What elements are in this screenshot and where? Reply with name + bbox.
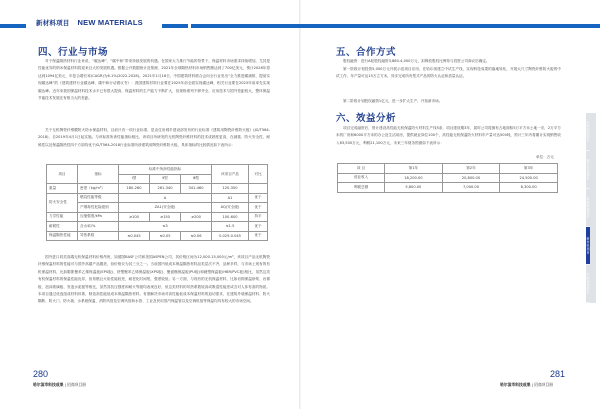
cell-t2: ≥150 <box>150 212 181 222</box>
header-bar-left <box>0 24 26 28</box>
page-number-left: 280 <box>33 369 49 379</box>
cell-item: 保温隔热性能 <box>47 231 78 241</box>
cell-year2: 20,800.00 <box>442 173 500 183</box>
cell-metric: 压缩强度/kPa <box>78 212 119 222</box>
chapter-tabs <box>586 113 596 303</box>
cell-metric: 密度（kg/m³） <box>78 184 119 194</box>
cell-compare: 优于 <box>249 222 268 232</box>
cell-t2: 261-340 <box>150 184 181 194</box>
cell-year1: 18,200.00 <box>385 173 443 183</box>
cell-product: AQ(安全级) <box>212 203 249 213</box>
cell-t2: ≤0.05 <box>150 231 181 241</box>
table-row <box>47 212 268 222</box>
cell-product: ≤1.5 <box>212 222 249 232</box>
cell-t3: ≥200 <box>181 212 212 222</box>
cell-label: 利税总额 <box>338 183 385 193</box>
page-gutter <box>299 0 301 409</box>
cell-metric: 燃烧性能等级 <box>78 193 119 203</box>
cell-compare <box>249 184 268 194</box>
table-header-row <box>338 164 558 174</box>
section-title-benefit: 六、效益分析 <box>336 113 397 124</box>
chapter-tab-equipment[interactable]: 高端装备项目 <box>586 189 590 227</box>
paragraph-market: 国外进口同类高端无机保温材料价格昂贵，如德国BASF公司和美国ASPEN公司，其价格区间为12,000-15,000元/m³，该项目产品无机陶瓷纤维保温材料的性能可与国外高端产品媲美，但价格仅为其三分之一。当前国内低成本保温隔热材料品类层次不齐，品种多样，与市场上现有的有机保温材料，比如膨胀聚苯乙烯保温板(EPS板)、挤塑聚苯乙烯保温板(XPS板)、聚氨酯保温板(PU板)和硬塑保温板(HBR/PVC板)相比，虽然这类有机保温材料的保温性能优异，但易燃且火焰性能较差，耐老化时间短，强度较低；另一方面，与现有的无机保温材料，比如岩棉保温砂浆、岩棉板、泡沫玻璃板、发泡水泥板等相比，虽然其抗压强度和耐火等级均表现良好，但这类材料的导热系数较高或吸湿性能差或含对人体有害的物质。本项目通过优选组成材料体系，制造高性能低成本保温隔热材料，有望解决市场对高性能低成本保温材料的迫切需求，在建筑外墙保温材料、防火隔断、防火门、防火墙、水系统保温、消防风管及空调风管和水管、工业及民用蒸汽保温管以及空调机组等保温均具有较大的市场空间。 <box>38 255 270 304</box>
th-type3: Ⅲ型 <box>181 174 212 184</box>
spec-comparison-table <box>46 164 268 241</box>
cell-item: 力学性能 <box>47 212 78 222</box>
th-item: 项 目 <box>338 164 385 174</box>
cell-year1: 5,800.00 <box>385 183 443 193</box>
header-bar-right <box>191 24 600 28</box>
chapter-tab-agriculture[interactable]: 现代农业项目 <box>586 151 590 189</box>
cell-compare: 优于 <box>249 193 268 203</box>
footer-sub: 招商项目册 <box>67 382 87 387</box>
table-row <box>47 203 268 213</box>
cell-t3: 341-460 <box>181 184 212 194</box>
cell-year3: 24,500.00 <box>500 173 558 183</box>
cell-t1: ≤0.045 <box>119 231 150 241</box>
footer-org: 哈尔滨市科技成果 <box>500 382 531 387</box>
cell-metric: 含水率/% <box>78 222 119 232</box>
th-year1: 第1年 <box>385 164 443 174</box>
cell-label: 营业收入 <box>338 173 385 183</box>
cell-metric: 导热系数 <box>78 231 119 241</box>
paragraph-coop-2: 第一阶段计划投资5,000万元开展示范项目应用，在哈尔滨建立中试生产线，实现科技成果的落地转化，开展大尺寸陶瓷纤维防火板的中试工作，年产量可达15万立方米，同步完成所有型式产品的防火认证和质量认证。 <box>336 67 561 79</box>
header-title-cn: 新材料项目 <box>36 19 70 27</box>
table-row <box>338 173 558 183</box>
table-row <box>338 183 558 193</box>
th-type1: Ⅰ型 <box>119 174 150 184</box>
table-row <box>47 222 268 232</box>
cell-item: 防火安全性 <box>47 193 78 212</box>
cell-item: 重量 <box>47 184 78 194</box>
header-title <box>36 18 143 27</box>
table-header-row <box>47 165 268 175</box>
cell-product: A1 <box>212 193 249 203</box>
cell-standard: ≤3 <box>119 222 212 232</box>
finance-table <box>337 163 558 193</box>
cell-t1: 180-260 <box>119 184 150 194</box>
th-type2: Ⅱ型 <box>150 174 181 184</box>
cell-compare: 优于 <box>249 231 268 241</box>
paragraph-coop-3: 第二阶段计划股权融资1亿元，进一步扩大生产，开拓新市场。 <box>343 99 443 103</box>
chapter-tab-biomedicine[interactable]: 生物医药项目 <box>586 113 590 151</box>
section-title-cooperation: 五、合作方式 <box>336 47 397 58</box>
paragraph-industry-1: 对于保温隔热材料行业来说，“碳达峰”、“碳中和”带来持续发展的机遇。在国家大力推行节能的背景下，保温材料市场需求持续增加，尤其是性能优异的纳米保温材料将迎来巨大的发展机遇。根据公开数据统计及预测，2021年全球隔热材料市场销售额达到了700亿美元，预计2028年将达到1094亿美元，年复合增长率(CAGR)为6.1%(2022-2028)。2021年1月16日，中国建筑材料联合会向全行业发出“全力推进碳减排，提前实现碳达峰”的《建筑建材行业碳达峰、碳中和行动倡议书》：我国建筑材料行业要在2025年前全面实现碳达峰，相关行业要在2023年前率先实现碳达峰。近年来我国保温材料技术水平已有很大提高，保温材料的生产能力不断扩大，但规格系列不够齐全，应用技术与国外差距较大，整体保温节能技术发展还有相当大的差距。 <box>38 59 270 101</box>
cell-product: 0.029-0.045 <box>212 231 249 241</box>
cell-item: 耐候性 <box>47 222 78 232</box>
cell-product: 120-350 <box>212 184 249 194</box>
header-bar-mid <box>162 24 188 28</box>
th-compare: 对比 <box>249 165 268 184</box>
table-row <box>47 193 268 203</box>
table-row <box>47 184 268 194</box>
cell-compare: 优于 <box>249 203 268 213</box>
cell-year2: 7,000.00 <box>442 183 500 193</box>
unit-label: 单位：万元 <box>536 155 554 159</box>
footer-right: 哈尔滨市科技成果 | 招商项目册 <box>500 382 554 387</box>
cell-compare: 持平 <box>249 212 268 222</box>
page-number-right: 281 <box>550 369 566 379</box>
th-product: 该项目产品 <box>212 165 249 184</box>
cell-t3: ≤0.06 <box>181 231 212 241</box>
th-year3: 第3年 <box>500 164 558 174</box>
section-title-industry: 四、行业与市场 <box>38 47 109 58</box>
header-title-en: NEW MATERIALS <box>77 18 143 27</box>
footer-org: 哈尔滨市科技成果 <box>33 382 64 387</box>
cell-t1: ≥100 <box>119 212 150 222</box>
footer-left: 哈尔滨市科技成果 | 招商项目册 <box>33 382 87 387</box>
cell-product: 100-600 <box>212 212 249 222</box>
table-row <box>47 231 268 241</box>
cell-standard: ZA1(安全级) <box>119 203 212 213</box>
cell-standard: A <box>119 193 212 203</box>
footer-sub: 招商项目册 <box>534 382 554 387</box>
chapter-tab-environment[interactable]: 节能环保项目 <box>586 265 590 303</box>
th-metric: 指标 <box>78 165 119 184</box>
th-item: 项目 <box>47 165 78 184</box>
paragraph-industry-2: 关于无机陶瓷纤维膜防火防水保温材料，目前只有一项行业标准，是由住房城乡建设部发布的行业标准《建筑用陶瓷纤维防火板》(JG/T564-2018)，自2019年4月1日起实施。与该标准所涉性能指标相比，该项目所研发的无机陶瓷纤维材料的技术成熟度更高，在减重、防火安全性、耐候性以及保温隔热性四个方面均优于JG/T564-2018行业标准所涉建筑用陶瓷纤维防火板，具体指标的比较情况如下表所示： <box>38 128 270 147</box>
chapter-tab-new-materials[interactable]: 新材料项目 <box>586 227 590 265</box>
paragraph-benefit: 项目完成融资后，预计建设高性能无机保温防火材料生产线5条，项目建设期3年，届时公司将拥有占地面积5万平方米土地一宗，2万平方米的厂房和6000平方米的办公及生活用房，提供就业岗位100个，高性能无机保温防火材料年产量可达500吨，预计三年内将累计实现销售收入63,500万元，利税21,100万元，未来三年财务预测如下表所示： <box>336 126 561 145</box>
th-standard: 标准中所涉性能指标 <box>119 165 212 175</box>
cell-year3: 8,300.00 <box>500 183 558 193</box>
th-year2: 第2年 <box>442 164 500 174</box>
paragraph-coop-1: 股权融资：进行A轮股权融资3,880-4,000万元，拟释放股权比例待与投资公司商议后确定。 <box>343 59 490 63</box>
cell-metric: 产烟毒性危险级别 <box>78 203 119 213</box>
